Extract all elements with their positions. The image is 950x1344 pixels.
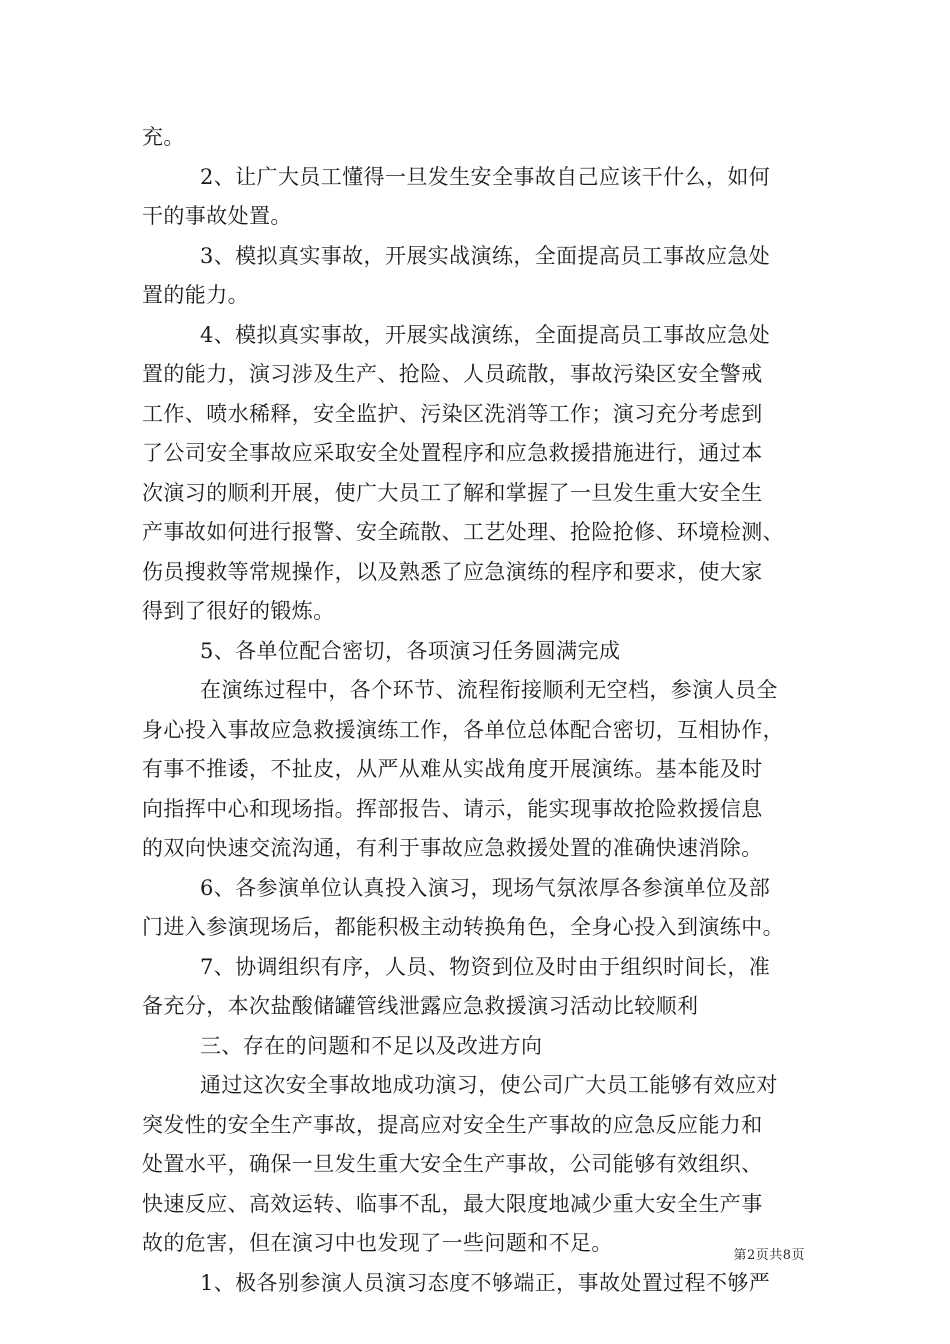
page-number: 第2页共8页 xyxy=(733,1248,805,1263)
text-line: 快速反应、高效运转、临事不乱，最大限度地减少重大安全生产事 xyxy=(142,1191,763,1216)
text-line: 在演练过程中，各个环节、流程衔接顺利无空档，参演人员全 xyxy=(200,678,778,702)
text-line: 2、让广大员工懂得一旦发生安全事故自己应该干什么，如何 xyxy=(200,164,771,189)
text-line: 备充分，本次盐酸储罐管线泄露应急救援演习活动比较顺利 xyxy=(142,994,699,1018)
text-line: 干的事故处置。 xyxy=(142,204,292,228)
text-line: 门进入参演现场后，都能积极主动转换角色，全身心投入到演练中。 xyxy=(142,915,784,939)
text-line: 1、极各别参演人员演习态度不够端正，事故处置过程不够严 xyxy=(200,1270,771,1295)
section-heading: 5、各单位配合密切，各项演习任务圆满完成 xyxy=(200,638,621,663)
text-line: 4、模拟真实事故，开展实战演练，全面提高员工事故应急处 xyxy=(200,322,771,347)
text-line: 得到了很好的锻炼。 xyxy=(142,599,335,623)
text-line: 通过这次安全事故地成功演习，使公司广大员工能够有效应对 xyxy=(200,1073,778,1097)
text-line: 6、各参演单位认真投入演习，现场气氛浓厚各参演单位及部 xyxy=(200,875,771,900)
text-line: 7、协调组织有序，人员、物资到位及时由于组织时间长，准 xyxy=(200,954,771,979)
text-line: 处置水平，确保一旦发生重大安全生产事故，公司能够有效组织、 xyxy=(142,1152,763,1176)
text-line: 有事不推诿，不扯皮，从严从难从实战角度开展演练。基本能及时 xyxy=(142,757,763,781)
text-line: 向指挥中心和现场指。挥部报告、请示，能实现事故抢险救援信息 xyxy=(142,796,763,821)
text-line: 的双向快速交流沟通，有利于事故应急救援处置的准确快速消除。 xyxy=(142,836,763,860)
document-body xyxy=(142,118,822,1303)
text-line: 3、模拟真实事故，开展实战演练，全面提高员工事故应急处 xyxy=(200,243,771,268)
text-line: 了公司安全事故应采取安全处置程序和应急救援措施进行，通过本 xyxy=(142,441,763,465)
text-line: 伤员搜救等常规操作，以及熟悉了应急演练的程序和要求，使大家 xyxy=(142,559,763,584)
text-line: 次演习的顺利开展，使广大员工了解和掌握了一旦发生重大安全生 xyxy=(142,480,763,505)
text-line: 故的危害，但在演习中也发现了一些问题和不足。 xyxy=(142,1231,613,1255)
text-line: 突发性的安全生产事故，提高应对安全生产事故的应急反应能力和 xyxy=(142,1112,763,1137)
text-line: 置的能力，演习涉及生产、抢险、人员疏散，事故污染区安全警戒 xyxy=(142,362,763,386)
text-line: 身心投入事故应急救援演练工作，各单位总体配合密切，互相协作， xyxy=(142,717,784,742)
text-line: 工作、喷水稀释，安全监护、污染区洗消等工作；演习充分考虑到 xyxy=(142,401,763,426)
text-line: 充。 xyxy=(142,125,185,149)
text-line: 置的能力。 xyxy=(142,283,249,307)
text-line: 产事故如何进行报警、安全疏散、工艺处理、抢险抢修、环境检测、 xyxy=(142,520,784,544)
section-heading: 三、存在的问题和不足以及改进方向 xyxy=(200,1033,543,1058)
